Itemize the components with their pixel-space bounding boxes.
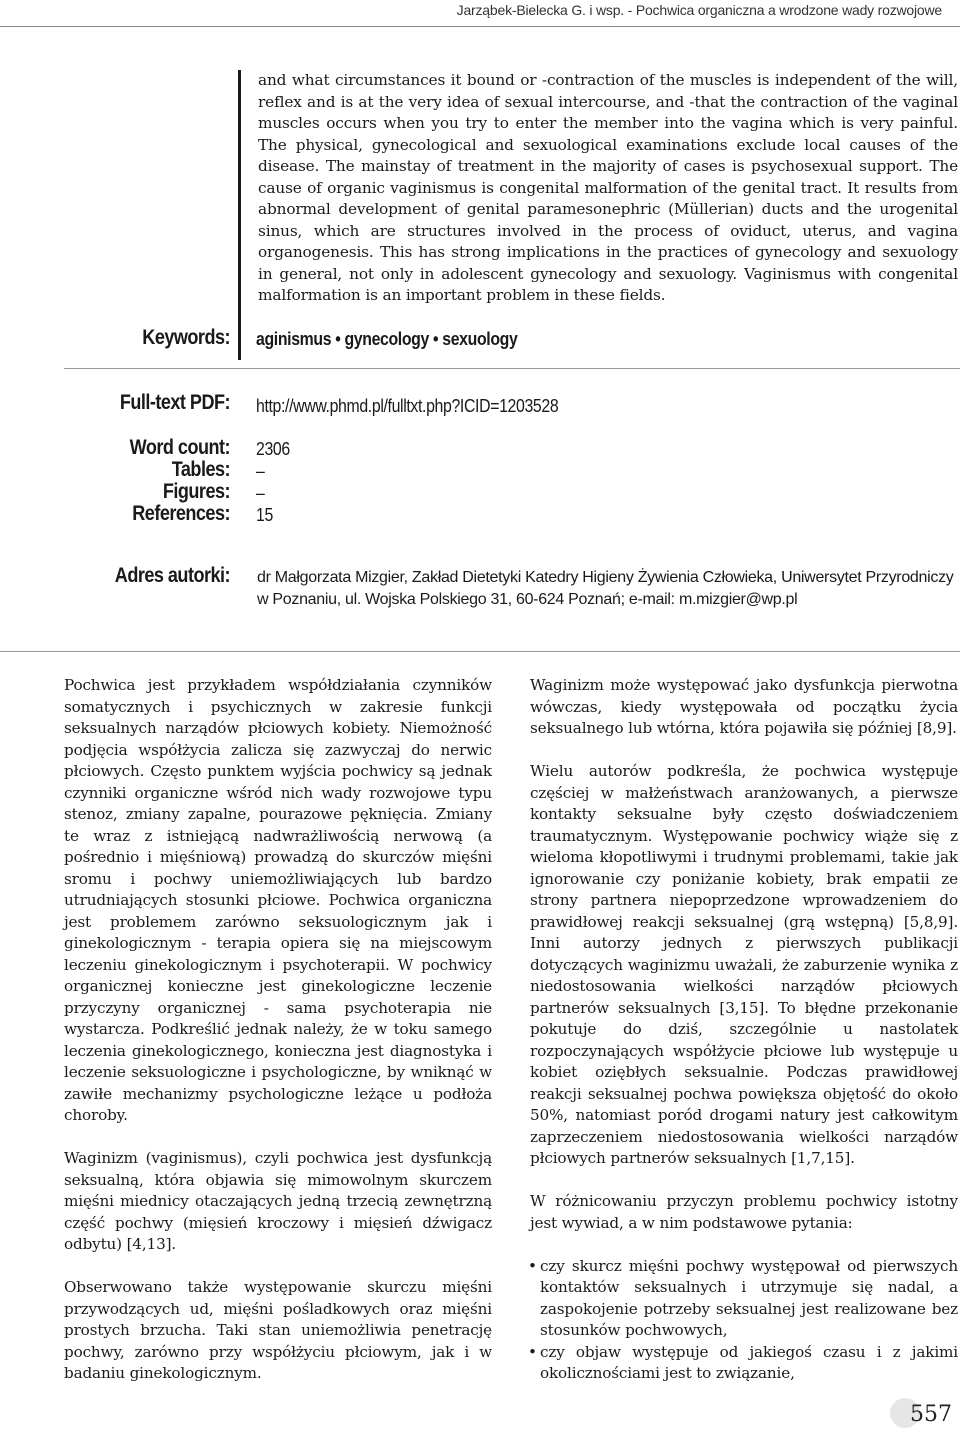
references-value: 15 [256, 505, 273, 525]
right-paragraph: W różnicowaniu przyczyn problemu pochwicy istotny jest wywiad, a w nim podstawowe pytania: [530, 1192, 958, 1232]
fulltext-link[interactable]: http://www.phmd.pl/fulltxt.php?ICID=1203528 [256, 396, 559, 416]
references-label: References: [132, 502, 230, 525]
tables-label: Tables: [171, 458, 230, 481]
list-item: • czy objaw występuje od jakiegoś czasu i z jakimi okolicznościami jest to związanie, [530, 1342, 958, 1385]
running-header-text: Jarząbek-Bielecka G. i wsp. - Pochwica organiczna a wrodzone wady rozwojowe [456, 2, 942, 18]
list-item: • czy skurcz mięśni pochwy występował od pierwszych kontaktów seksualnych i utrzymuje się nadal, a zaspokojenie potrzeby seksualnej jest realizowane bez stosunków pochwowych, [530, 1256, 958, 1342]
left-column [64, 675, 492, 1406]
word-count-value: 2306 [256, 439, 290, 459]
figures-value: – [256, 483, 265, 503]
keywords-label: Keywords: [142, 326, 230, 349]
tables-value: – [256, 461, 265, 481]
separator-rule [64, 368, 960, 369]
question-list [530, 1256, 958, 1385]
right-paragraph: Wielu autorów podkreśla, że pochwica występuje częściej w małżeństwach aranżowanych, a pierwsze kontakty seksualne były często doświadczeniem traumatycznym. Występowanie pochwicy wiąże się z wieloma kłopotliwymi i trudnymi problemami, takie jak ignorowanie czy poniżanie kobiety, brak empatii ze strony partnera niepoprzedzone wprowadzeniem do prawidłowej reakcji seksualnej (grą wstępną) [5,8,9]. Inni autorzy jednych z pierwszych publikacji dotyczących waginizmu uważali, że zaburzenie wynika z niedostosowania wielkości narządów płciowych partnerów seksualnych [3,15]. To błędne przekonanie pokutuje do dziś, szczególnie u nastolatek rozpoczynających współżycie płciowe lub występuje u kobiet oziębłych seksualnie. Podczas prawidłowej reakcji seksualnej pochwa powiększa objętość do około 50%, natomiast poród drogami natury jest całkowitym zaprzeczeniem niedostosowania wielkości narządów płciowych partnerów seksualnych [1,7,15]. [530, 762, 958, 1167]
address-text: dr Małgorzata Mizgier, Zakład Dietetyki Katedry Higieny Żywienia Człowieka, Uniwersytet Przyrodniczy w Poznaniu, ul. Wojska Polskiego 31, 60-624 Poznań; e-mail: m.mizgier@wp.pl [257, 569, 954, 608]
section-rule [0, 651, 960, 652]
keywords-value: aginismus • gynecology • sexuology [256, 329, 518, 349]
left-paragraph: Waginizm (vaginismus), czyli pochwica jest dysfunkcją seksualną, która objawia się mimowolnym skurczem mięśni miednicy otaczających jedną trzecią zewnętrzną część pochwy (mięsień kroczowy i mięsień dźwigacz odbytu) [4,13]. [64, 1149, 492, 1253]
header-rule [0, 26, 960, 27]
right-paragraph: Waginizm może występować jako dysfunkcja pierwotna wówczas, kiedy występowała od początku życia seksualnego lub wtórna, która pojawiła się później [8,9]. [530, 676, 958, 737]
left-paragraph: Pochwica jest przykładem współdziałania czynników somatycznych i psychicznych w zakresie funkcji seksualnych narządów płciowych kobiety. Niemożność podjęcia współżycia zalicza się zazwyczaj do nerwic płciowych. Często punktem wyjścia pochwicy są jednak czynniki organiczne wśród nich wady rozwojowe typu stenoz, zmiany zapalne, pourazowe pęknięcia. Zmiany te wraz z istniejącą nadwrażliwością nerwową (a pośrednio i mięśniową) prowadzą do skurczów mięśni sromu i pochwy uniemożliwiających lub bardzo utrudniających stosunki płciowe. Pochwica organiczna jest problemem zarówno seksuologicznym jak i ginekologicznym - terapia opiera się na miejscowym leczeniu ginekologicznym i psychoterapii. W pochwicy organicznej konieczne jest ginekologiczne leczenie przyczyny organicznej - sama psychoterapia nie wystarcza. Podkreślić jednak należy, że w toku samego leczenia ginekologicznego, konieczna jest diagnostyka i leczenie seksuologiczne i psychologiczne, by wniknąć w zawiłe mechanizmy psychologiczne leżące u podłoża choroby. [64, 676, 492, 1124]
right-column [530, 675, 958, 1385]
word-count-label: Word count: [129, 436, 230, 459]
left-paragraph: Obserwowano także występowanie skurczu mięśni przywodzących ud, mięśni pośladkowych oraz mięśni prostych brzucha. Taki stan uniemożliwia penetrację pochwy, zarówno przy współżyciu płciowym, jak i w badaniu ginekologicznym. [64, 1278, 492, 1382]
running-header [0, 0, 960, 22]
abstract-bar [238, 70, 241, 360]
abstract-text: and what circumstances it bound or -contraction of the muscles is independent of the will, reflex and is at the very idea of sexual intercourse, and -that the contraction of the vaginal muscles occurs when you try to enter the member into the vagina which is very painful. The physical, gynecological and sexuological examinations exclude local causes of the disease. The mainstay of treatment in the majority of cases is psychosexual support. The cause of organic vaginismus is congenital malformation of the genital tract. It results from abnormal development of genital paramesonephric (Müllerian) ducts and the urogenital sinus, which are structures involved in the process of oviduct, uterus, and vagina organogenesis. This has strong implications in the practices of gynecology and sexuology in general, not only in adolescent gynecology and sexuology. Vaginismus with congenital malformation is an important problem in these fields. [258, 71, 958, 304]
fulltext-label: Full-text PDF: [119, 391, 230, 414]
page-number: 557 [910, 1402, 952, 1427]
address-label: Adres autorki: [114, 564, 230, 587]
figures-label: Figures: [162, 480, 230, 503]
